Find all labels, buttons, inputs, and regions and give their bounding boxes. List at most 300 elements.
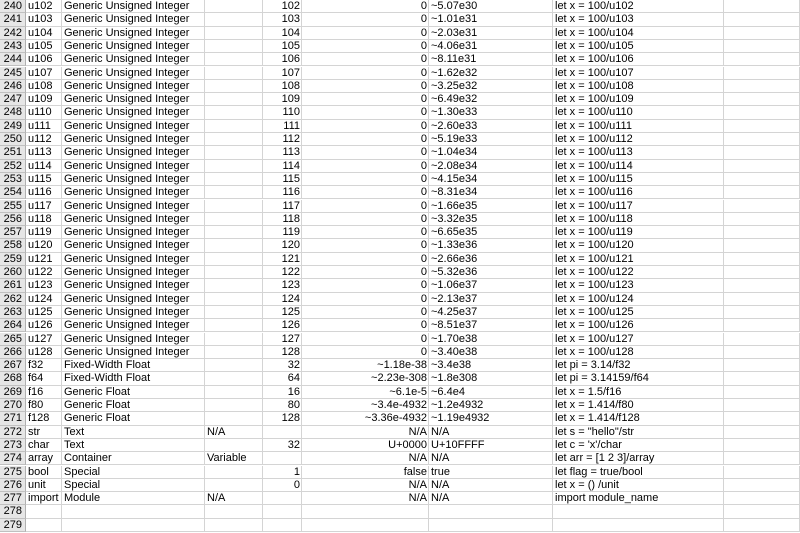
cell-example[interactable]: let x = 100/u128 <box>553 346 724 359</box>
cell-example[interactable]: let x = 100/u111 <box>553 120 724 133</box>
cell-max-value[interactable]: ~8.31e34 <box>429 186 553 199</box>
cell-category[interactable]: Generic Unsigned Integer <box>62 239 205 252</box>
cell-category[interactable]: Generic Unsigned Integer <box>62 120 205 133</box>
cell-bits[interactable]: 116 <box>263 186 302 199</box>
cell-type-name[interactable]: u116 <box>26 186 62 199</box>
row-header[interactable]: 262 <box>0 293 26 306</box>
cell-empty[interactable] <box>724 452 800 465</box>
cell-example[interactable]: let x = 100/u106 <box>553 53 724 66</box>
cell-empty[interactable] <box>724 239 800 252</box>
cell-type-name[interactable]: u104 <box>26 27 62 40</box>
cell-min-value[interactable]: 0 <box>302 279 429 292</box>
cell-size-text[interactable] <box>205 412 263 425</box>
cell-category[interactable]: Fixed-Width Float <box>62 372 205 385</box>
row-header[interactable]: 258 <box>0 239 26 252</box>
cell-type-name[interactable]: u118 <box>26 213 62 226</box>
cell-bits[interactable]: 32 <box>263 439 302 452</box>
cell-category[interactable]: Generic Unsigned Integer <box>62 213 205 226</box>
row-header[interactable]: 242 <box>0 27 26 40</box>
cell-category[interactable]: Generic Unsigned Integer <box>62 333 205 346</box>
cell-empty[interactable] <box>724 13 800 26</box>
row-header[interactable]: 272 <box>0 426 26 439</box>
cell-category[interactable]: Module <box>62 492 205 505</box>
cell-type-name[interactable]: u125 <box>26 306 62 319</box>
cell-example[interactable]: let x = 100/u113 <box>553 146 724 159</box>
cell-bits[interactable] <box>263 426 302 439</box>
cell-category[interactable]: Generic Unsigned Integer <box>62 346 205 359</box>
cell-size-text[interactable] <box>205 200 263 213</box>
cell-min-value[interactable]: 0 <box>302 253 429 266</box>
cell-size-text[interactable]: N/A <box>205 426 263 439</box>
row-header[interactable]: 250 <box>0 133 26 146</box>
row-header[interactable]: 249 <box>0 120 26 133</box>
cell-example[interactable]: let x = 1.414/f128 <box>553 412 724 425</box>
cell-bits[interactable]: 0 <box>263 479 302 492</box>
cell-type-name[interactable]: u111 <box>26 120 62 133</box>
cell-empty[interactable] <box>724 519 800 532</box>
cell-min-value[interactable]: 0 <box>302 0 429 13</box>
cell-min-value[interactable]: 0 <box>302 186 429 199</box>
cell-max-value[interactable]: ~1.04e34 <box>429 146 553 159</box>
cell-example[interactable]: let x = 100/u118 <box>553 213 724 226</box>
row-header[interactable]: 274 <box>0 452 26 465</box>
cell-category[interactable]: Generic Unsigned Integer <box>62 53 205 66</box>
cell-category[interactable]: Generic Unsigned Integer <box>62 279 205 292</box>
cell-empty[interactable] <box>724 266 800 279</box>
cell-size-text[interactable] <box>205 27 263 40</box>
cell-example[interactable]: let x = 100/u119 <box>553 226 724 239</box>
cell-size-text[interactable] <box>205 146 263 159</box>
cell-empty[interactable] <box>724 492 800 505</box>
cell-size-text[interactable] <box>205 40 263 53</box>
cell-type-name[interactable]: u120 <box>26 239 62 252</box>
cell-example[interactable]: let pi = 3.14/f32 <box>553 359 724 372</box>
cell-type-name[interactable]: u123 <box>26 279 62 292</box>
cell-empty[interactable] <box>724 146 800 159</box>
cell-size-text[interactable] <box>205 93 263 106</box>
cell-empty[interactable] <box>724 67 800 80</box>
cell-size-text[interactable] <box>205 479 263 492</box>
cell-example[interactable]: let x = 100/u123 <box>553 279 724 292</box>
row-header[interactable]: 264 <box>0 319 26 332</box>
cell-max-value[interactable]: N/A <box>429 452 553 465</box>
cell-min-value[interactable]: 0 <box>302 226 429 239</box>
cell-size-text[interactable] <box>205 160 263 173</box>
cell-bits[interactable]: 119 <box>263 226 302 239</box>
cell-empty[interactable] <box>724 253 800 266</box>
cell-size-text[interactable] <box>205 346 263 359</box>
cell-size-text[interactable] <box>205 293 263 306</box>
row-header[interactable]: 248 <box>0 106 26 119</box>
cell-category[interactable]: Generic Unsigned Integer <box>62 173 205 186</box>
cell-max-value[interactable]: N/A <box>429 492 553 505</box>
cell-empty[interactable] <box>724 120 800 133</box>
cell-type-name[interactable]: u112 <box>26 133 62 146</box>
cell-type-name[interactable]: char <box>26 439 62 452</box>
cell-size-text[interactable] <box>205 53 263 66</box>
cell-size-text[interactable] <box>205 80 263 93</box>
cell-category[interactable]: Text <box>62 439 205 452</box>
cell-size-text[interactable] <box>205 133 263 146</box>
cell-bits[interactable]: 117 <box>263 200 302 213</box>
cell-min-value[interactable]: 0 <box>302 293 429 306</box>
cell-category[interactable]: Generic Unsigned Integer <box>62 93 205 106</box>
row-header[interactable]: 260 <box>0 266 26 279</box>
cell-size-text[interactable] <box>205 239 263 252</box>
cell-empty[interactable] <box>724 200 800 213</box>
cell-size-text[interactable] <box>205 505 263 518</box>
cell-size-text[interactable] <box>205 399 263 412</box>
cell-category[interactable]: Generic Float <box>62 412 205 425</box>
cell-size-text[interactable]: Variable <box>205 452 263 465</box>
cell-min-value[interactable]: 0 <box>302 239 429 252</box>
cell-example[interactable]: let c = 'x'/char <box>553 439 724 452</box>
cell-empty[interactable] <box>724 213 800 226</box>
row-header[interactable]: 276 <box>0 479 26 492</box>
cell-min-value[interactable]: 0 <box>302 67 429 80</box>
cell-example[interactable]: let x = 100/u112 <box>553 133 724 146</box>
cell-bits[interactable] <box>263 519 302 532</box>
cell-min-value[interactable]: U+0000 <box>302 439 429 452</box>
cell-max-value[interactable]: ~1.8e308 <box>429 372 553 385</box>
cell-category[interactable]: Generic Unsigned Integer <box>62 306 205 319</box>
cell-bits[interactable]: 106 <box>263 53 302 66</box>
cell-example[interactable]: let x = 100/u122 <box>553 266 724 279</box>
cell-type-name[interactable]: u113 <box>26 146 62 159</box>
cell-example[interactable]: let x = 100/u121 <box>553 253 724 266</box>
row-header[interactable]: 266 <box>0 346 26 359</box>
cell-max-value[interactable]: ~1.06e37 <box>429 279 553 292</box>
cell-min-value[interactable]: 0 <box>302 160 429 173</box>
cell-empty[interactable] <box>724 186 800 199</box>
row-header[interactable]: 278 <box>0 505 26 518</box>
cell-category[interactable]: Generic Unsigned Integer <box>62 133 205 146</box>
cell-example[interactable]: let x = 100/u126 <box>553 319 724 332</box>
cell-type-name[interactable]: f32 <box>26 359 62 372</box>
cell-category[interactable]: Generic Unsigned Integer <box>62 67 205 80</box>
row-header[interactable]: 240 <box>0 0 26 13</box>
cell-max-value[interactable]: ~8.11e31 <box>429 53 553 66</box>
cell-size-text[interactable]: N/A <box>205 492 263 505</box>
cell-min-value[interactable]: N/A <box>302 479 429 492</box>
row-header[interactable]: 254 <box>0 186 26 199</box>
row-header[interactable]: 271 <box>0 412 26 425</box>
cell-empty[interactable] <box>724 439 800 452</box>
cell-category[interactable]: Generic Unsigned Integer <box>62 160 205 173</box>
cell-max-value[interactable]: ~1.01e31 <box>429 13 553 26</box>
cell-example[interactable]: let x = 100/u116 <box>553 186 724 199</box>
cell-min-value[interactable]: 0 <box>302 146 429 159</box>
cell-empty[interactable] <box>724 346 800 359</box>
cell-bits[interactable]: 113 <box>263 146 302 159</box>
cell-bits[interactable]: 1 <box>263 466 302 479</box>
cell-size-text[interactable] <box>205 466 263 479</box>
cell-bits[interactable]: 128 <box>263 412 302 425</box>
cell-size-text[interactable] <box>205 372 263 385</box>
cell-bits[interactable]: 111 <box>263 120 302 133</box>
cell-max-value[interactable]: ~2.60e33 <box>429 120 553 133</box>
cell-max-value[interactable]: ~1.2e4932 <box>429 399 553 412</box>
cell-type-name[interactable]: u117 <box>26 200 62 213</box>
cell-type-name[interactable]: f80 <box>26 399 62 412</box>
cell-category[interactable]: Generic Unsigned Integer <box>62 226 205 239</box>
cell-example[interactable]: let x = 100/u120 <box>553 239 724 252</box>
cell-example[interactable]: let x = 100/u114 <box>553 160 724 173</box>
cell-example[interactable]: let arr = [1 2 3]/array <box>553 452 724 465</box>
cell-empty[interactable] <box>724 505 800 518</box>
cell-type-name[interactable]: u103 <box>26 13 62 26</box>
cell-empty[interactable] <box>724 479 800 492</box>
cell-min-value[interactable]: N/A <box>302 452 429 465</box>
cell-max-value[interactable]: ~6.65e35 <box>429 226 553 239</box>
cell-bits[interactable]: 109 <box>263 93 302 106</box>
cell-bits[interactable]: 16 <box>263 386 302 399</box>
cell-example[interactable]: let x = 100/u124 <box>553 293 724 306</box>
row-header[interactable]: 259 <box>0 253 26 266</box>
cell-empty[interactable] <box>724 293 800 306</box>
cell-type-name[interactable]: u102 <box>26 0 62 13</box>
cell-empty[interactable] <box>724 399 800 412</box>
cell-min-value[interactable]: 0 <box>302 27 429 40</box>
cell-bits[interactable]: 122 <box>263 266 302 279</box>
cell-example[interactable]: let x = 100/u107 <box>553 67 724 80</box>
cell-bits[interactable] <box>263 505 302 518</box>
cell-type-name[interactable]: f16 <box>26 386 62 399</box>
cell-max-value[interactable]: ~8.51e37 <box>429 319 553 332</box>
cell-bits[interactable] <box>263 492 302 505</box>
cell-example[interactable]: let flag = true/bool <box>553 466 724 479</box>
cell-bits[interactable]: 125 <box>263 306 302 319</box>
cell-category[interactable] <box>62 505 205 518</box>
cell-type-name[interactable]: u106 <box>26 53 62 66</box>
cell-category[interactable]: Text <box>62 426 205 439</box>
row-header[interactable]: 275 <box>0 466 26 479</box>
cell-empty[interactable] <box>724 226 800 239</box>
cell-bits[interactable]: 124 <box>263 293 302 306</box>
cell-bits[interactable]: 104 <box>263 27 302 40</box>
cell-bits[interactable]: 128 <box>263 346 302 359</box>
cell-empty[interactable] <box>724 106 800 119</box>
cell-empty[interactable] <box>724 27 800 40</box>
cell-type-name[interactable]: u110 <box>26 106 62 119</box>
cell-min-value[interactable]: ~2.23e-308 <box>302 372 429 385</box>
cell-min-value[interactable]: 0 <box>302 173 429 186</box>
cell-max-value[interactable]: ~4.25e37 <box>429 306 553 319</box>
row-header[interactable]: 246 <box>0 80 26 93</box>
row-header[interactable]: 267 <box>0 359 26 372</box>
cell-max-value[interactable]: ~2.03e31 <box>429 27 553 40</box>
cell-size-text[interactable] <box>205 106 263 119</box>
cell-empty[interactable] <box>724 160 800 173</box>
cell-type-name[interactable]: u121 <box>26 253 62 266</box>
cell-empty[interactable] <box>724 0 800 13</box>
cell-max-value[interactable]: N/A <box>429 479 553 492</box>
row-header[interactable]: 251 <box>0 146 26 159</box>
cell-type-name[interactable]: u109 <box>26 93 62 106</box>
cell-category[interactable]: Generic Unsigned Integer <box>62 266 205 279</box>
cell-category[interactable]: Fixed-Width Float <box>62 359 205 372</box>
cell-type-name[interactable]: u119 <box>26 226 62 239</box>
cell-min-value[interactable]: 0 <box>302 93 429 106</box>
cell-min-value[interactable]: 0 <box>302 306 429 319</box>
row-header[interactable]: 243 <box>0 40 26 53</box>
cell-type-name[interactable]: u105 <box>26 40 62 53</box>
cell-max-value[interactable]: ~6.49e32 <box>429 93 553 106</box>
row-header[interactable]: 263 <box>0 306 26 319</box>
cell-category[interactable]: Generic Float <box>62 386 205 399</box>
cell-bits[interactable] <box>263 452 302 465</box>
cell-bits[interactable]: 118 <box>263 213 302 226</box>
cell-empty[interactable] <box>724 93 800 106</box>
cell-empty[interactable] <box>724 80 800 93</box>
cell-example[interactable]: let x = 100/u103 <box>553 13 724 26</box>
row-header[interactable]: 269 <box>0 386 26 399</box>
cell-min-value[interactable]: N/A <box>302 426 429 439</box>
cell-size-text[interactable] <box>205 226 263 239</box>
cell-type-name[interactable]: u115 <box>26 173 62 186</box>
row-header[interactable]: 253 <box>0 173 26 186</box>
row-header[interactable]: 241 <box>0 13 26 26</box>
cell-example[interactable]: let pi = 3.14159/f64 <box>553 372 724 385</box>
cell-max-value[interactable]: ~4.06e31 <box>429 40 553 53</box>
cell-bits[interactable]: 123 <box>263 279 302 292</box>
cell-size-text[interactable] <box>205 386 263 399</box>
cell-bits[interactable]: 127 <box>263 333 302 346</box>
cell-category[interactable]: Container <box>62 452 205 465</box>
cell-min-value[interactable]: 0 <box>302 106 429 119</box>
cell-category[interactable]: Generic Unsigned Integer <box>62 80 205 93</box>
cell-empty[interactable] <box>724 333 800 346</box>
cell-size-text[interactable] <box>205 519 263 532</box>
cell-empty[interactable] <box>724 133 800 146</box>
cell-category[interactable]: Generic Float <box>62 399 205 412</box>
cell-max-value[interactable]: ~3.40e38 <box>429 346 553 359</box>
cell-type-name[interactable]: f128 <box>26 412 62 425</box>
cell-size-text[interactable] <box>205 266 263 279</box>
cell-category[interactable]: Generic Unsigned Integer <box>62 319 205 332</box>
cell-type-name[interactable]: f64 <box>26 372 62 385</box>
cell-max-value[interactable]: ~5.07e30 <box>429 0 553 13</box>
row-header[interactable]: 277 <box>0 492 26 505</box>
cell-size-text[interactable] <box>205 186 263 199</box>
cell-example[interactable]: let x = () /unit <box>553 479 724 492</box>
cell-max-value[interactable]: ~1.70e38 <box>429 333 553 346</box>
cell-bits[interactable]: 108 <box>263 80 302 93</box>
cell-empty[interactable] <box>724 372 800 385</box>
cell-bits[interactable]: 105 <box>263 40 302 53</box>
cell-min-value[interactable]: 0 <box>302 80 429 93</box>
cell-type-name[interactable] <box>26 505 62 518</box>
cell-bits[interactable]: 115 <box>263 173 302 186</box>
cell-type-name[interactable]: u114 <box>26 160 62 173</box>
cell-category[interactable]: Generic Unsigned Integer <box>62 293 205 306</box>
cell-category[interactable]: Generic Unsigned Integer <box>62 0 205 13</box>
cell-type-name[interactable]: u107 <box>26 67 62 80</box>
cell-max-value[interactable]: ~2.66e36 <box>429 253 553 266</box>
cell-category[interactable]: Generic Unsigned Integer <box>62 253 205 266</box>
cell-example[interactable]: let s = "hello"/str <box>553 426 724 439</box>
cell-min-value[interactable]: ~1.18e-38 <box>302 359 429 372</box>
cell-example[interactable] <box>553 519 724 532</box>
cell-category[interactable]: Special <box>62 479 205 492</box>
row-header[interactable]: 268 <box>0 372 26 385</box>
cell-size-text[interactable] <box>205 359 263 372</box>
cell-max-value[interactable]: ~1.30e33 <box>429 106 553 119</box>
cell-size-text[interactable] <box>205 67 263 80</box>
cell-size-text[interactable] <box>205 213 263 226</box>
cell-example[interactable]: let x = 100/u125 <box>553 306 724 319</box>
cell-example[interactable]: let x = 1.5/f16 <box>553 386 724 399</box>
cell-bits[interactable]: 112 <box>263 133 302 146</box>
cell-min-value[interactable]: 0 <box>302 333 429 346</box>
cell-type-name[interactable]: unit <box>26 479 62 492</box>
cell-min-value[interactable]: ~3.4e-4932 <box>302 399 429 412</box>
cell-example[interactable]: let x = 100/u117 <box>553 200 724 213</box>
cell-max-value[interactable]: U+10FFFF <box>429 439 553 452</box>
cell-type-name[interactable]: u128 <box>26 346 62 359</box>
cell-size-text[interactable] <box>205 253 263 266</box>
cell-min-value[interactable]: 0 <box>302 200 429 213</box>
row-header[interactable]: 257 <box>0 226 26 239</box>
cell-bits[interactable]: 80 <box>263 399 302 412</box>
cell-min-value[interactable]: 0 <box>302 120 429 133</box>
cell-min-value[interactable] <box>302 519 429 532</box>
cell-min-value[interactable]: 0 <box>302 133 429 146</box>
row-header[interactable]: 279 <box>0 519 26 532</box>
cell-max-value[interactable] <box>429 505 553 518</box>
cell-min-value[interactable]: N/A <box>302 492 429 505</box>
cell-empty[interactable] <box>724 319 800 332</box>
cell-max-value[interactable]: ~1.33e36 <box>429 239 553 252</box>
cell-min-value[interactable]: 0 <box>302 40 429 53</box>
cell-type-name[interactable]: bool <box>26 466 62 479</box>
cell-min-value[interactable]: 0 <box>302 213 429 226</box>
cell-min-value[interactable]: 0 <box>302 346 429 359</box>
cell-max-value[interactable]: ~2.08e34 <box>429 160 553 173</box>
cell-bits[interactable]: 121 <box>263 253 302 266</box>
cell-type-name[interactable]: str <box>26 426 62 439</box>
cell-bits[interactable]: 32 <box>263 359 302 372</box>
cell-category[interactable]: Generic Unsigned Integer <box>62 106 205 119</box>
row-header[interactable]: 247 <box>0 93 26 106</box>
cell-size-text[interactable] <box>205 306 263 319</box>
cell-max-value[interactable]: ~1.62e32 <box>429 67 553 80</box>
cell-empty[interactable] <box>724 466 800 479</box>
cell-category[interactable]: Generic Unsigned Integer <box>62 200 205 213</box>
cell-max-value[interactable]: ~1.66e35 <box>429 200 553 213</box>
cell-example[interactable] <box>553 505 724 518</box>
cell-size-text[interactable] <box>205 13 263 26</box>
cell-max-value[interactable]: ~5.32e36 <box>429 266 553 279</box>
cell-min-value[interactable]: 0 <box>302 266 429 279</box>
cell-example[interactable]: let x = 100/u105 <box>553 40 724 53</box>
cell-min-value[interactable]: 0 <box>302 319 429 332</box>
cell-min-value[interactable]: 0 <box>302 53 429 66</box>
cell-max-value[interactable]: N/A <box>429 426 553 439</box>
cell-category[interactable]: Generic Unsigned Integer <box>62 27 205 40</box>
row-header[interactable]: 252 <box>0 160 26 173</box>
cell-empty[interactable] <box>724 173 800 186</box>
cell-category[interactable]: Generic Unsigned Integer <box>62 146 205 159</box>
cell-type-name[interactable]: array <box>26 452 62 465</box>
cell-bits[interactable]: 120 <box>263 239 302 252</box>
cell-empty[interactable] <box>724 359 800 372</box>
row-header[interactable]: 255 <box>0 200 26 213</box>
cell-category[interactable]: Special <box>62 466 205 479</box>
cell-max-value[interactable]: ~5.19e33 <box>429 133 553 146</box>
cell-size-text[interactable] <box>205 439 263 452</box>
cell-max-value[interactable]: ~1.19e4932 <box>429 412 553 425</box>
